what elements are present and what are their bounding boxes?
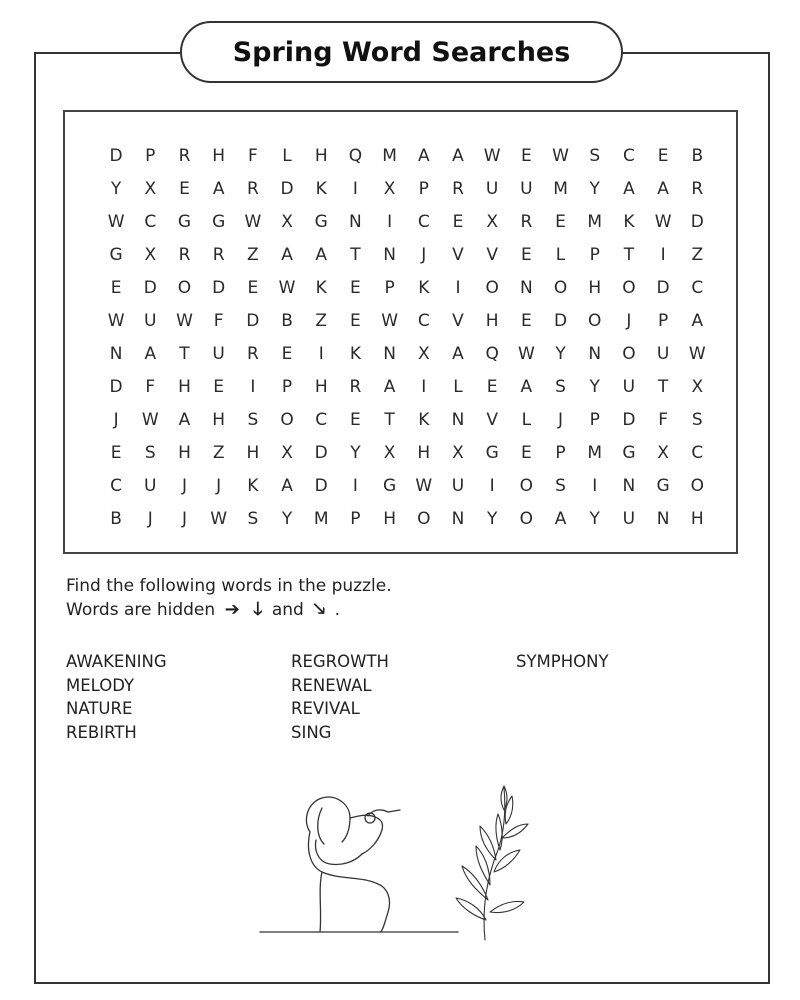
grid-letter: I [660,245,666,265]
grid-letter: A [452,344,464,364]
grid-letter: G [314,212,328,232]
grid-letter: S [555,377,566,397]
instructions-prefix: Words are hidden [66,600,216,620]
grid-letter: S [589,146,601,166]
grid-letter: P [589,245,600,265]
grid-letter: W [552,146,569,166]
grid-letter: H [690,509,704,529]
grid-letter: I [352,179,358,199]
grid-letter: H [314,146,328,166]
grid-letter: T [623,245,635,265]
word-item: AWAKENING [66,652,167,671]
grid-letter: M [587,212,603,232]
grid-letter: Z [212,443,225,463]
grid-letter: E [350,278,361,298]
grid-letter: E [247,278,259,298]
grid-letter: Y [350,443,361,463]
grid-letter: E [110,278,122,298]
grid-letter: A [554,509,567,529]
grid-letter: N [656,509,670,529]
grid-letter: R [178,245,191,265]
grid-letter: T [350,245,361,265]
grid-letter: L [521,410,532,430]
grid-letter: C [315,410,328,430]
grid-letter: E [213,377,225,397]
grid-letter: T [657,377,669,397]
grid-letter: A [383,377,396,397]
grid-letter: U [622,509,636,529]
word-list [66,650,666,744]
word-item: SYMPHONY [516,652,609,671]
grid-letter: L [453,377,463,397]
grid-letter: F [658,410,668,430]
grid-letter: N [622,476,636,496]
grid-letter: N [383,344,396,364]
grid-letter: P [657,311,669,331]
grid-letter: A [281,245,293,265]
grid-letter: J [181,509,187,529]
grid-letter: H [417,443,431,463]
grid-letter: Y [281,509,293,529]
grid-letter: O [417,509,431,529]
grid-letter: E [281,344,293,364]
grid-letter: P [589,410,600,430]
grid-letter: W [688,344,706,364]
grid-letter: E [555,212,566,232]
grid-letter: A [315,245,328,265]
grid-letter: K [418,278,430,298]
grid-letter: O [690,476,704,496]
word-item: SING [291,722,332,742]
grid-letter: W [415,476,433,496]
arrow-down-icon: 🡓 [253,599,263,620]
microphone [368,810,400,816]
page-title: Spring Word Searches [180,21,623,83]
grid-letter: O [553,278,568,298]
grid-letter: U [144,476,157,496]
grid-letter: K [349,344,361,364]
grid-letter: M [313,509,329,529]
grid-letter: U [622,377,636,397]
grid-letter: D [553,311,568,331]
grid-letter: V [486,410,498,430]
grid-letter: R [691,179,704,199]
grid-letter: C [417,311,430,331]
grid-letter: M [587,443,603,463]
grid-letter: D [109,146,123,166]
grid-letter: F [213,311,224,331]
grid-letter: U [144,311,157,331]
grid-letter: S [144,443,156,463]
grid-letter: I [421,377,427,397]
singer-and-plant-illustration [250,780,550,950]
grid-letter: G [212,212,226,232]
grid-letter: W [517,344,535,364]
grid-letter: H [178,377,191,397]
grid-letter: C [691,278,704,298]
grid-letter: O [588,311,602,331]
grid-letter: E [520,245,532,265]
word-item: REGROWTH [291,652,389,671]
grid-letter: G [656,476,670,496]
grid-letter: W [107,212,125,232]
grid-letter: V [452,245,464,265]
singer-head [306,797,350,842]
grid-letter: B [691,146,704,166]
grid-letter: P [384,278,395,298]
grid-letter: A [212,179,225,199]
grid-letter: X [281,443,293,463]
word-item: MELODY [66,675,135,695]
grid-letter: V [486,245,498,265]
grid-letter: Z [691,245,704,265]
grid-letter: A [452,146,464,166]
grid-letter: L [282,146,292,166]
word-item: NATURE [66,699,133,718]
word-empty [516,697,716,721]
grid-letter: Y [555,344,566,364]
grid-letter: F [145,377,156,397]
grid-letter: E [452,212,464,232]
grid-letter: D [143,278,157,298]
grid-letter: A [417,146,430,166]
instructions-line-1: Find the following words in the puzzle. [66,576,392,596]
grid-letter: E [520,146,532,166]
grid-letter: O [519,476,534,496]
grid-letter: C [144,212,157,232]
grid-letter: D [109,377,123,397]
grid-letter: A [623,179,635,199]
grid-letter: J [113,410,119,430]
grid-letter: X [452,443,464,463]
grid-letter: F [247,146,258,166]
grid-letter: P [281,377,293,397]
grid-letter: W [107,311,125,331]
grid-letter: X [486,212,498,232]
grid-letter: W [654,212,672,232]
grid-letter: W [483,146,501,166]
period-text: . [334,600,340,620]
grid-letter: S [555,476,566,496]
grid-letter: G [177,212,192,232]
grid-letter: Q [485,344,499,364]
grid-letter: D [314,476,328,496]
grid-letter: I [489,476,495,496]
grid-letter: B [110,509,122,529]
grid-letter: X [417,344,430,364]
grid-letter: I [387,212,393,232]
grid-letter: E [520,311,532,331]
grid-letter: G [622,443,636,463]
grid-letter: G [109,245,123,265]
grid-letter: H [246,443,260,463]
grid-letter: S [247,410,259,430]
grid-letter: H [178,443,191,463]
grid-letter: U [212,344,225,364]
grid-letter: Y [589,377,600,397]
word-item: RENEWAL [291,675,372,695]
grid-letter: N [588,344,602,364]
grid-letter: W [278,278,296,298]
grid-letter: O [622,344,636,364]
grid-letter: N [383,245,396,265]
grid-letter: X [657,443,669,463]
grid-letter: H [383,509,396,529]
grid-letter: E [486,377,498,397]
grid-letter: J [558,410,564,430]
letter-grid [99,140,714,536]
grid-letter: D [690,212,704,232]
grid-letter: R [520,212,533,232]
grid-letter: L [555,245,566,265]
grid-letter: J [626,311,632,331]
grid-letter: D [280,179,294,199]
grid-letter: S [247,509,259,529]
grid-letter: N [519,278,533,298]
grid-letter: A [178,410,191,430]
grid-letter: R [246,344,259,364]
grid-letter: J [147,509,153,529]
grid-letter: O [485,278,499,298]
grid-letter: I [318,344,324,364]
grid-letter: P [418,179,429,199]
grid-letter: J [181,476,187,496]
grid-letter: P [145,146,156,166]
grid-letter: D [246,311,260,331]
word-item: REVIVAL [291,699,360,718]
grid-letter: R [452,179,464,199]
grid-letter: H [212,410,226,430]
grid-letter: V [452,311,464,331]
grid-letter: X [383,179,396,199]
grid-letter: S [691,410,703,430]
grid-letter: J [421,245,427,265]
grid-letter: I [592,476,598,496]
grid-letter: E [350,311,361,331]
grid-letter: P [350,509,361,529]
grid-letter: X [144,179,157,199]
grid-letter: K [623,212,635,232]
grid-letter: O [280,410,294,430]
grid-letter: Y [486,509,498,529]
grid-letter: D [622,410,636,430]
grid-letter: N [451,410,465,430]
grid-letter: R [212,245,225,265]
grid-letter: R [246,179,259,199]
grid-letter: D [212,278,226,298]
grid-letter: X [691,377,704,397]
grid-letter: R [178,146,191,166]
word-empty [516,721,716,745]
word-item: REBIRTH [66,722,137,742]
instructions [66,574,392,622]
grid-letter: N [451,509,465,529]
grid-letter: U [520,179,533,199]
grid-letter: H [485,311,499,331]
grid-letter: E [657,146,669,166]
grid-letter: K [315,278,327,298]
grid-letter: W [176,311,193,331]
grid-letter: W [210,509,228,529]
instructions-line-2 [66,598,392,622]
grid-letter: A [691,311,704,331]
grid-letter: T [384,410,395,430]
grid-letter: C [110,476,123,496]
grid-letter: C [417,212,430,232]
grid-letter: Z [315,311,328,331]
grid-letter: G [485,443,499,463]
grid-letter: D [656,278,670,298]
grid-letter: G [383,476,397,496]
grid-letter: W [244,212,262,232]
and-text: and [271,600,304,620]
grid-letter: H [212,146,226,166]
grid-letter: T [179,344,190,364]
grid-letter: W [381,311,398,331]
grid-letter: U [656,344,670,364]
grid-letter: Z [247,245,259,265]
grid-letter: K [418,410,430,430]
grid-letter: X [383,443,396,463]
grid-letter: N [109,344,123,364]
grid-letter: Y [589,509,600,529]
grid-letter: O [519,509,534,529]
grid-letter: N [349,212,362,232]
grid-letter: Q [348,146,363,166]
grid-letter: E [350,410,361,430]
grid-letter: K [247,476,259,496]
grid-letter: I [455,278,461,298]
grid-letter: A [657,179,669,199]
grid-letter: H [588,278,602,298]
grid-letter: E [520,443,532,463]
grid-letter: C [622,146,635,166]
grid-letter: M [553,179,568,199]
grid-letter: O [622,278,636,298]
arrow-right-icon: ➔ [224,599,240,620]
grid-letter: H [314,377,328,397]
arrow-diagonal-icon: 🡖 [313,599,326,620]
grid-letter: I [352,476,358,496]
grid-letter: W [141,410,159,430]
grid-letter: B [281,311,293,331]
grid-letter: X [281,212,293,232]
grid-letter: E [110,443,122,463]
grid-letter: U [451,476,465,496]
grid-letter: U [485,179,499,199]
grid-letter: A [144,344,157,364]
grid-letter: I [250,377,256,397]
grid-letter: X [144,245,157,265]
grid-letter: K [315,179,327,199]
grid-letter: O [177,278,192,298]
word-empty [516,674,716,698]
grid-letter: J [216,476,222,496]
grid-letter: P [555,443,566,463]
grid-letter: E [179,179,190,199]
grid-letter: C [691,443,704,463]
plant [456,786,528,940]
grid-letter: Y [589,179,600,199]
grid-letter: M [382,146,397,166]
grid-letter: Y [110,179,122,199]
grid-letter: D [314,443,328,463]
grid-letter: A [520,377,533,397]
grid-letter: A [281,476,293,496]
grid-letter: R [349,377,362,397]
